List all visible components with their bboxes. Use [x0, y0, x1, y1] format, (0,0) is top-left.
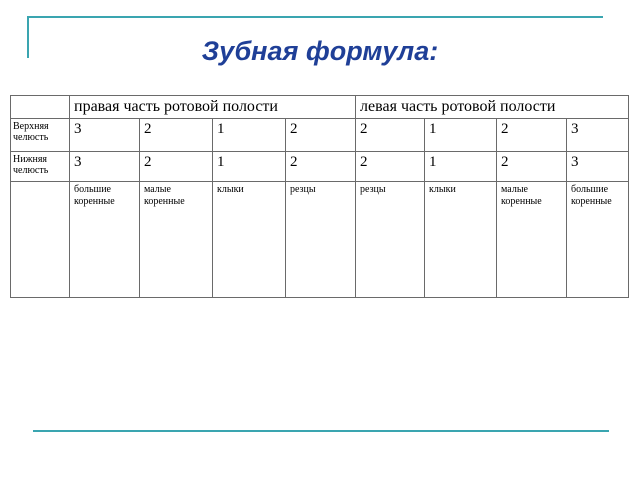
lower-count: 2 — [497, 152, 567, 182]
upper-count: 2 — [286, 119, 356, 152]
left-side-header: левая часть ротовой полости — [356, 96, 629, 119]
upper-count: 2 — [140, 119, 213, 152]
upper-count: 3 — [567, 119, 629, 152]
upper-count: 3 — [70, 119, 140, 152]
lower-jaw-label: Нижняя челюсть — [11, 152, 70, 182]
tooth-type-cell: клыки — [213, 182, 286, 298]
tooth-type-cell: резцы — [356, 182, 425, 298]
lower-count: 1 — [425, 152, 497, 182]
lower-count: 3 — [567, 152, 629, 182]
upper-count: 2 — [497, 119, 567, 152]
lower-count: 2 — [140, 152, 213, 182]
right-side-header: правая часть ротовой полости — [70, 96, 356, 119]
upper-jaw-label: Верхняя челюсть — [11, 119, 70, 152]
tooth-type-cell: малые коренные — [497, 182, 567, 298]
upper-count: 1 — [213, 119, 286, 152]
upper-count: 2 — [356, 119, 425, 152]
lower-count: 3 — [70, 152, 140, 182]
tooth-type-cell: клыки — [425, 182, 497, 298]
corner-cell — [11, 96, 70, 119]
lower-count: 2 — [356, 152, 425, 182]
tooth-type-cell: малые коренные — [140, 182, 213, 298]
upper-count: 1 — [425, 119, 497, 152]
frame-top-line — [27, 16, 603, 18]
frame-bottom-line — [33, 430, 609, 432]
tooth-type-cell: большие коренные — [567, 182, 629, 298]
dental-formula-table — [10, 95, 629, 298]
empty-cell — [11, 182, 70, 298]
tooth-type-cell: большие коренные — [70, 182, 140, 298]
tooth-type-cell: резцы — [286, 182, 356, 298]
slide-title: Зубная формула: — [201, 36, 439, 66]
lower-count: 1 — [213, 152, 286, 182]
lower-count: 2 — [286, 152, 356, 182]
